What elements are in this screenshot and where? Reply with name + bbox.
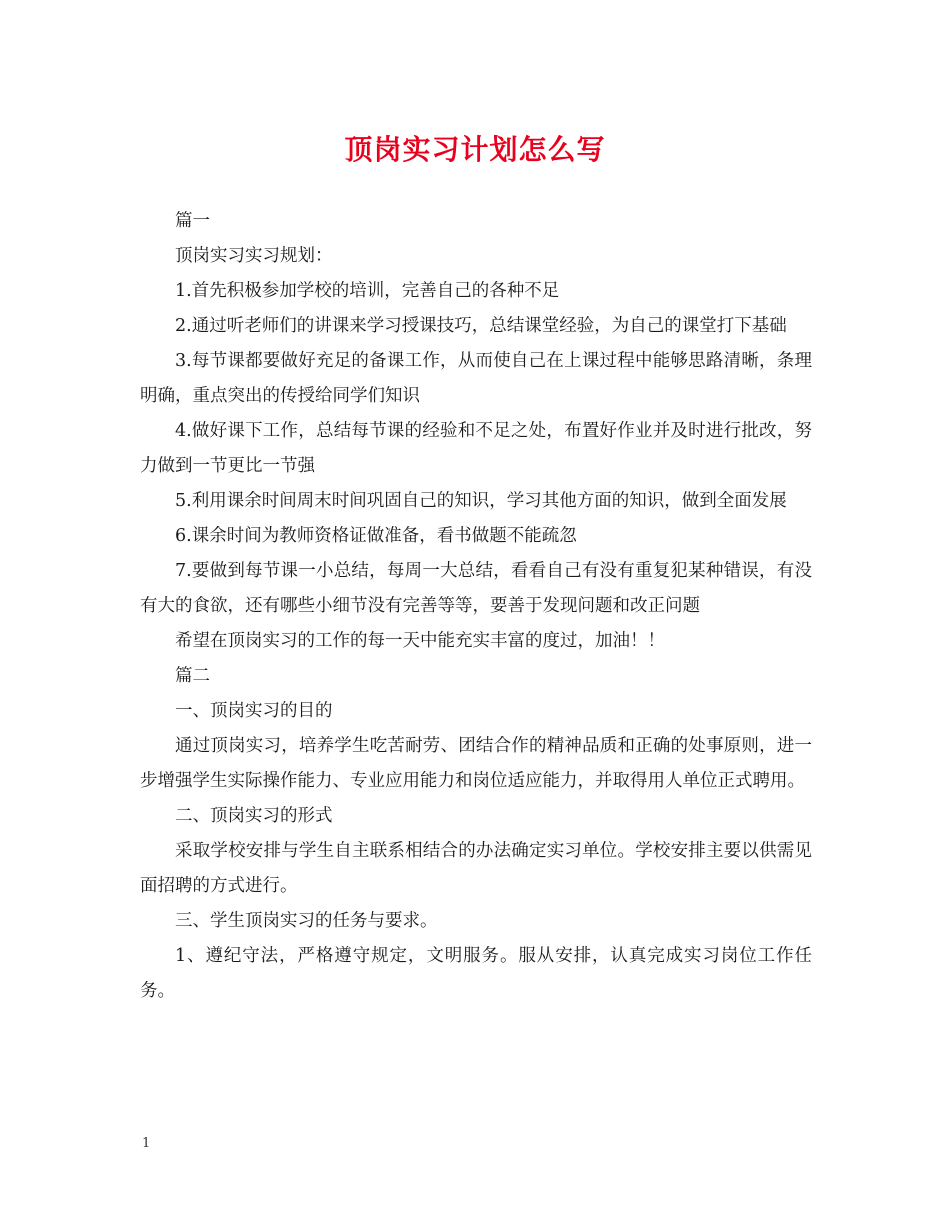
document-body	[140, 204, 812, 1009]
paragraph: 1、遵纪守法，严格遵守规定，文明服务。服从安排，认真完成实习岗位工作任务。	[140, 946, 812, 1001]
paragraph: 6.课余时间为教师资格证做准备，看书做题不能疏忽	[175, 526, 577, 546]
paragraph: 2.通过听老师们的讲课来学习授课技巧，总结课堂经验，为自己的课堂打下基础	[175, 316, 787, 336]
page-number: 1	[142, 1136, 151, 1151]
paragraph: 7.要做到每节课一小总结，每周一大总结，看看自己有没有重复犯某种错误，有没有大的食欲，还有哪些小细节没有完善等等，要善于发现问题和改正问题	[140, 561, 812, 616]
paragraph: 通过顶岗实习，培养学生吃苦耐劳、团结合作的精神品质和正确的处事原则，进一步增强学生实际操作能力、专业应用能力和岗位适应能力，并取得用人单位正式聘用。	[140, 736, 812, 791]
paragraph: 5.利用课余时间周末时间巩固自己的知识，学习其他方面的知识，做到全面发展	[175, 491, 787, 511]
paragraph: 篇二	[175, 666, 210, 686]
paragraph: 1.首先积极参加学校的培训，完善自己的各种不足	[175, 281, 560, 301]
paragraph: 希望在顶岗实习的工作的每一天中能充实丰富的度过，加油！！	[175, 631, 665, 651]
paragraph: 一、顶岗实习的目的	[175, 701, 333, 721]
paragraph: 顶岗实习实习规划：	[175, 246, 333, 266]
paragraph: 三、学生顶岗实习的任务与要求。	[175, 911, 438, 931]
paragraph: 篇一	[175, 211, 210, 231]
document-title: 顶岗实习计划怎么写	[344, 133, 606, 166]
paragraph: 采取学校安排与学生自主联系相结合的办法确定实习单位。学校安排主要以供需见面招聘的方式进行。	[140, 841, 812, 896]
paragraph: 3.每节课都要做好充足的备课工作，从而使自己在上课过程中能够思路清晰，条理明确，重点突出的传授给同学们知识	[140, 351, 812, 406]
paragraph: 二、顶岗实习的形式	[175, 806, 333, 826]
paragraph: 4.做好课下工作，总结每节课的经验和不足之处，布置好作业并及时进行批改，努力做到一节更比一节强	[140, 421, 812, 476]
